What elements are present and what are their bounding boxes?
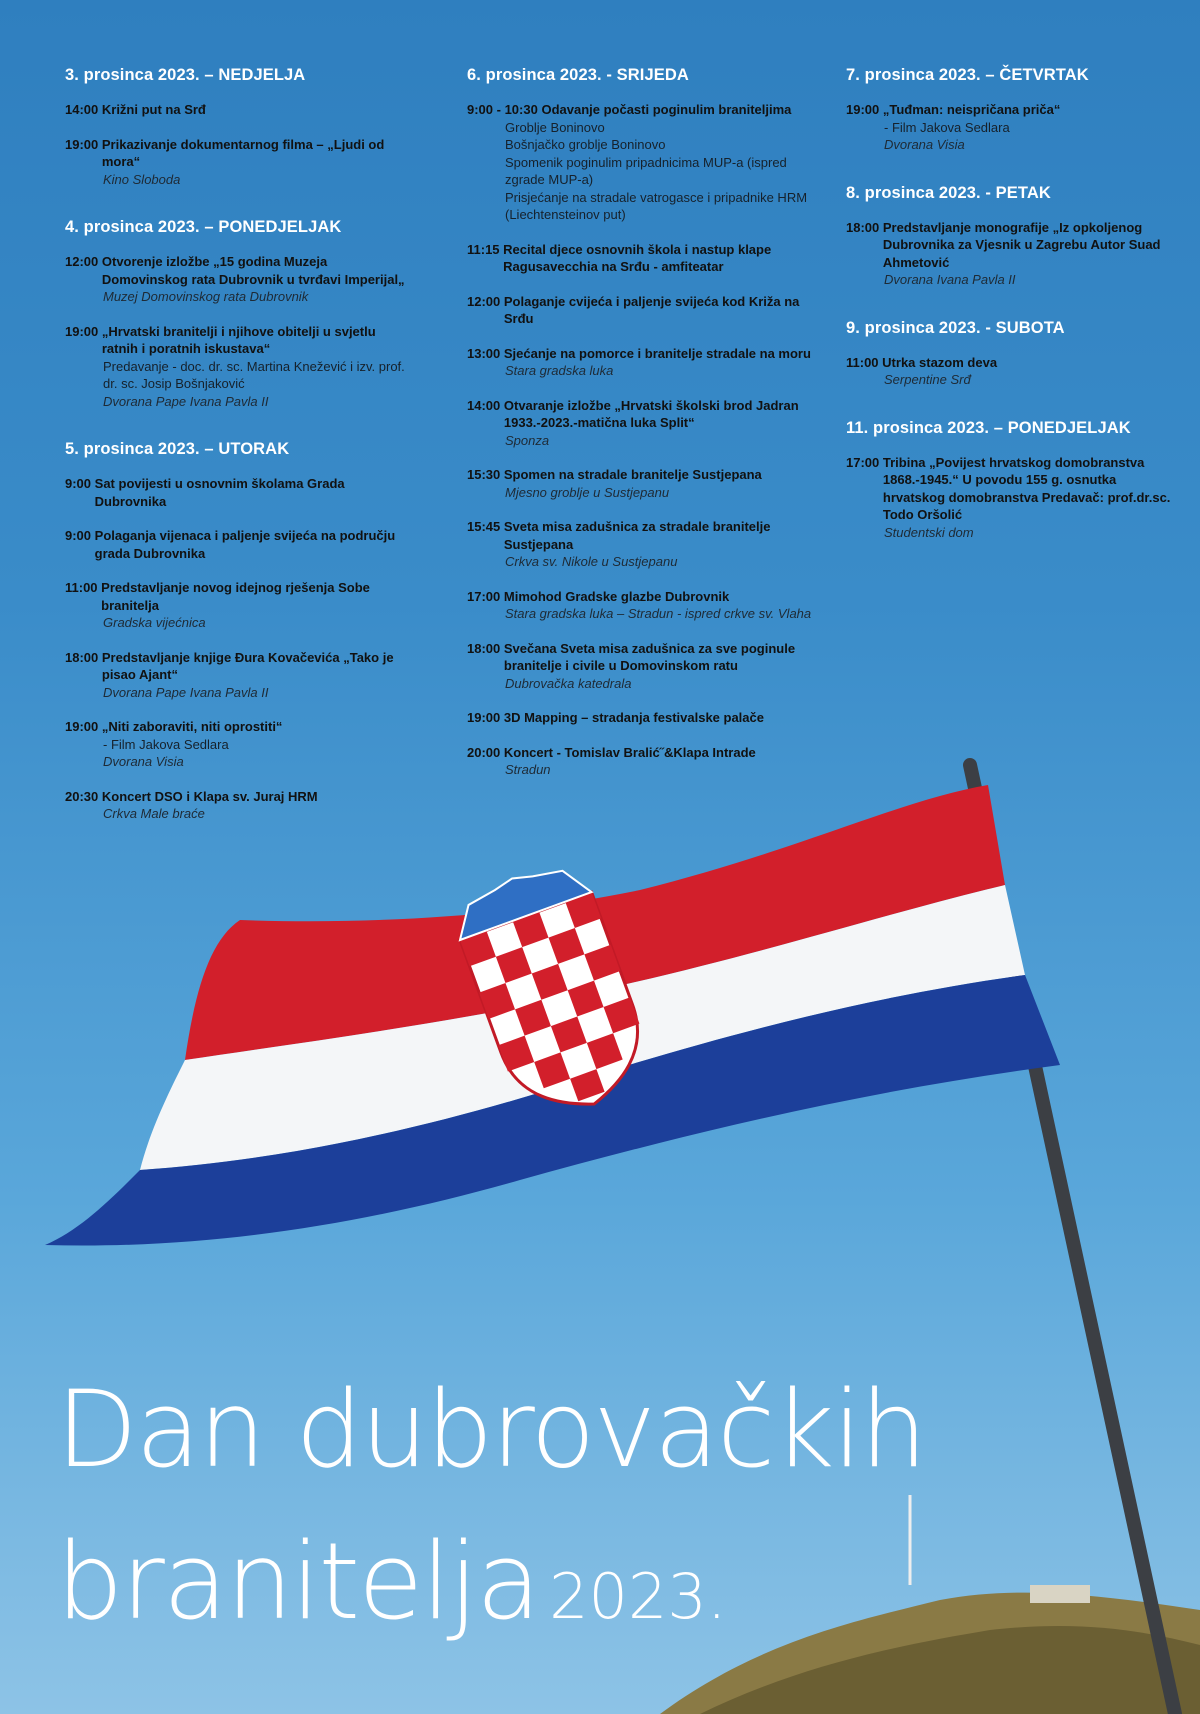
event-detail: - Film Jakova Sedlara xyxy=(103,736,229,752)
schedule-event xyxy=(467,518,817,571)
event-title: Spomen na stradale branitelje Sustjepana xyxy=(503,467,762,482)
schedule-event xyxy=(467,101,817,224)
event-heading xyxy=(467,518,817,553)
schedule-day xyxy=(467,66,817,779)
event-venue: Stara gradska luka – Stradun - ispred crkve sv. Vlaha xyxy=(505,606,812,621)
event-venue: Crkva Male braće xyxy=(103,806,205,821)
schedule-event xyxy=(65,527,415,562)
schedule-event xyxy=(65,136,415,189)
event-heading xyxy=(467,640,817,675)
event-title: Recital djece osnovnih škola i nastup klape Ragusavecchia na Srđu - amfiteatar xyxy=(503,241,772,274)
schedule-event xyxy=(65,253,415,306)
schedule-event xyxy=(467,640,817,693)
event-time: 12:00 xyxy=(65,254,99,269)
event-time: 19:00 xyxy=(65,719,99,734)
event-time: 20:30 xyxy=(65,788,99,804)
event-venue: Dvorana Visia xyxy=(884,137,965,152)
schedule-event xyxy=(65,101,415,119)
day-header: 6. prosinca 2023. - SRIJEDA xyxy=(467,66,689,84)
schedule-day xyxy=(65,66,415,188)
event-heading xyxy=(846,219,1176,272)
schedule-event xyxy=(846,101,1176,154)
event-heading xyxy=(65,323,415,358)
event-time: 15:45 xyxy=(467,519,501,534)
schedule-event xyxy=(846,354,1176,389)
event-title: Svečana Sveta misa zadušnica za sve poginule branitelje i civile u Domovinskom ratu xyxy=(503,640,796,673)
event-title: Tribina „Povijest hrvatskog domobranstva 1868.-1945.“ U povodu 155 g. osnutka hrvatskog domobranstva Predavač: prof.dr.sc. Todo Oršolić xyxy=(882,454,1171,522)
event-heading xyxy=(65,579,415,614)
day-header: 3. prosinca 2023. – NEDJELJA xyxy=(65,66,306,84)
schedule-event xyxy=(65,579,415,632)
schedule-event xyxy=(65,323,415,411)
schedule-column-2 xyxy=(467,66,817,809)
event-time: 9:00 - 10:30 xyxy=(467,102,538,117)
schedule-event xyxy=(65,649,415,702)
event-time: 13:00 xyxy=(467,345,501,361)
event-title: Mimohod Gradske glazbe Dubrovnik xyxy=(503,588,730,604)
event-time: 18:00 xyxy=(467,640,501,656)
poster-title-line-1: Dan dubrovačkih xyxy=(56,1368,926,1491)
event-time: 18:00 xyxy=(65,649,99,665)
schedule-column-1 xyxy=(65,66,415,853)
schedule-day xyxy=(846,419,1176,542)
event-heading xyxy=(846,454,1176,524)
event-time: 17:00 xyxy=(467,588,501,604)
event-venue: Kino Sloboda xyxy=(103,171,181,187)
event-title: Križni put na Srđ xyxy=(101,102,206,117)
event-detail: Predavanje - doc. dr. sc. Martina Knežević i izv. prof. dr. sc. Josip Bošnjaković xyxy=(103,358,405,391)
event-time: 17:00 xyxy=(846,454,880,470)
event-title: „Niti zaboraviti, niti oprostiti“ xyxy=(101,719,283,734)
event-heading xyxy=(65,527,415,562)
event-venue: Dvorana Visia xyxy=(103,754,184,769)
event-title: Predstavljanje knjige Đura Kovačevića „Tako je pisao Ajant“ xyxy=(101,649,394,682)
schedule-day xyxy=(846,319,1176,389)
event-detail: Bošnjačko groblje Boninovo xyxy=(505,137,666,152)
event-time: 19:00 xyxy=(467,710,501,725)
event-venue: Stara gradska luka xyxy=(505,363,614,378)
event-venue: Mjesno groblje u Sustjepanu xyxy=(505,484,670,500)
event-title: Predstavljanje novog idejnog rješenja Sobe branitelja xyxy=(101,580,370,613)
schedule-event xyxy=(467,709,817,727)
event-time: 9:00 xyxy=(65,476,92,491)
event-title: Polaganje cvijeća i paljenje svijeća kod Križa na Srđu xyxy=(503,293,800,326)
schedule-day xyxy=(846,184,1176,289)
event-time: 19:00 xyxy=(65,136,99,152)
day-header: 11. prosinca 2023. – PONEDJELJAK xyxy=(846,418,1131,437)
event-detail: - Film Jakova Sedlara xyxy=(884,119,1010,135)
day-header: 5. prosinca 2023. – UTORAK xyxy=(65,440,290,458)
building xyxy=(1030,1585,1090,1603)
schedule-event xyxy=(467,345,817,380)
event-heading xyxy=(65,253,415,288)
event-heading xyxy=(467,709,817,727)
event-title: 3D Mapping – stradanja festivalske palače xyxy=(503,710,764,725)
event-title: Polaganja vijenaca i paljenje svijeća na području grada Dubrovnika xyxy=(94,528,396,561)
schedule-event xyxy=(846,219,1176,289)
event-heading xyxy=(65,475,415,510)
schedule-event xyxy=(467,293,817,328)
event-heading xyxy=(846,101,1176,119)
schedule-event xyxy=(467,241,817,276)
event-title: Odavanje počasti poginulim braniteljima xyxy=(541,102,792,117)
schedule-event xyxy=(65,475,415,510)
poster-title-word: branitelja xyxy=(56,1520,540,1643)
schedule-day xyxy=(846,66,1176,154)
schedule-day xyxy=(65,218,415,410)
event-title: „Tuđman: neispričana priča“ xyxy=(882,102,1061,117)
event-time: 11:00 xyxy=(846,354,879,370)
event-time: 15:30 xyxy=(467,467,501,482)
event-heading xyxy=(65,136,415,171)
event-heading xyxy=(846,354,1176,372)
event-time: 20:00 xyxy=(467,744,501,760)
day-header: 9. prosinca 2023. - SUBOTA xyxy=(846,318,1065,337)
event-title: Prikazivanje dokumentarnog filma – „Ljudi od mora“ xyxy=(101,136,385,169)
event-title: Utrka stazom deva xyxy=(882,354,998,370)
event-title: Sveta misa zadušnica za stradale branitelje Sustjepana xyxy=(503,519,771,552)
day-header: 4. prosinca 2023. – PONEDJELJAK xyxy=(65,218,342,236)
schedule-event xyxy=(846,454,1176,542)
event-heading xyxy=(65,649,415,684)
event-heading xyxy=(467,466,817,484)
event-venue: Dubrovačka katedrala xyxy=(505,675,632,691)
poster-title-line-2 xyxy=(56,1520,727,1643)
event-heading xyxy=(65,101,415,119)
event-title: Koncert DSO i Klapa sv. Juraj HRM xyxy=(101,788,318,804)
event-venue: Stradun xyxy=(505,762,551,777)
event-heading xyxy=(467,241,817,276)
event-title: Sat povijesti u osnovnim školama Grada Dubrovnika xyxy=(94,476,345,509)
event-heading xyxy=(467,397,817,432)
poster-title-year: 2023. xyxy=(549,1560,727,1633)
event-detail: Spomenik poginulim pripadnicima MUP-a (ispred zgrade MUP-a) xyxy=(505,154,787,187)
event-time: 12:00 xyxy=(467,293,501,309)
day-header: 7. prosinca 2023. – ČETVRTAK xyxy=(846,66,1089,84)
event-time: 14:00 xyxy=(467,397,501,413)
event-title: Predstavljanje monografije „Iz opkoljenog Dubrovnika za Vjesnik u Zagrebu Autor Suad Ahmetović xyxy=(882,219,1161,270)
event-detail: Groblje Boninovo xyxy=(505,119,605,135)
event-time: 11:15 xyxy=(467,241,500,257)
event-title: Koncert - Tomislav Bralić˝&Klapa Intrade xyxy=(503,744,756,760)
schedule-event xyxy=(467,466,817,501)
day-header: 8. prosinca 2023. - PETAK xyxy=(846,183,1051,202)
event-time: 19:00 xyxy=(65,323,99,339)
event-time: 11:00 xyxy=(65,580,98,595)
event-heading xyxy=(467,588,817,606)
event-time: 19:00 xyxy=(846,102,880,117)
event-title: Otvorenje izložbe „15 godina Muzeja Domovinskog rata Dubrovnik u tvrđavi Imperijal„ xyxy=(101,254,405,287)
event-heading xyxy=(467,293,817,328)
event-title: Sjećanje na pomorce i branitelje stradale na moru xyxy=(503,345,811,361)
event-venue: Gradska vijećnica xyxy=(103,615,206,630)
event-venue: Muzej Domovinskog rata Dubrovnik xyxy=(103,289,309,304)
event-venue: Dvorana Pape Ivana Pavla II xyxy=(103,393,269,409)
event-venue: Studentski dom xyxy=(884,524,974,540)
event-time: 9:00 xyxy=(65,528,92,543)
event-venue: Dvorana Ivana Pavla II xyxy=(884,272,1016,287)
schedule-event xyxy=(467,397,817,450)
event-venue: Crkva sv. Nikole u Sustjepanu xyxy=(505,554,678,569)
event-venue: Serpentine Srđ xyxy=(884,372,971,387)
event-heading xyxy=(467,345,817,363)
schedule-event xyxy=(467,588,817,623)
event-heading xyxy=(65,718,415,736)
event-heading xyxy=(467,101,817,119)
event-time: 18:00 xyxy=(846,219,880,235)
event-venue: Sponza xyxy=(505,432,550,448)
event-title: „Hrvatski branitelji i njihove obitelji u svjetlu ratnih i poratnih iskustava“ xyxy=(101,323,376,356)
event-time: 14:00 xyxy=(65,102,99,117)
event-venue: Dvorana Pape Ivana Pavla II xyxy=(103,684,269,700)
schedule-column-3 xyxy=(846,66,1176,571)
event-title: Otvaranje izložbe „Hrvatski školski brod Jadran 1933.-2023.-matična luka Split“ xyxy=(503,397,799,430)
event-detail: Prisjećanje na stradale vatrogasce i pripadnike HRM (Liechtensteinov put) xyxy=(505,189,808,222)
